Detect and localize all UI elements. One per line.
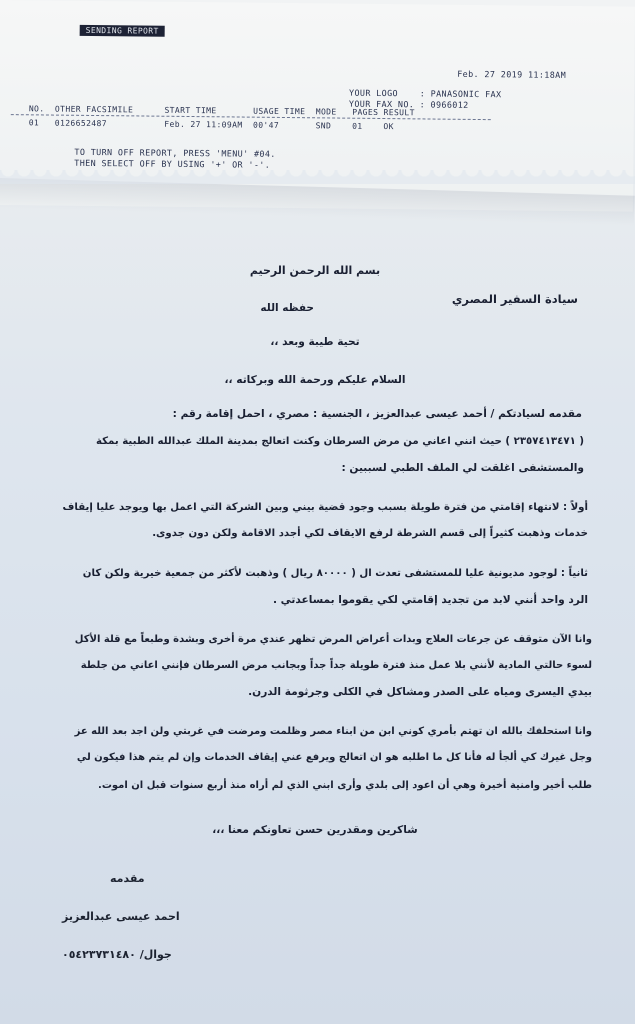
paragraph-3-line-2: الرد واحد أنني لابد من تجديد إقامتي لكي يقوموا بمساعدتي . <box>272 594 588 606</box>
hafizahu: حفظه الله <box>260 302 314 314</box>
paragraph-2-line-2: خدمات وذهبت كثيراً إلى قسم الشرطة لرفع الايقاف لكي أجدد الاقامة ولكن دون جدوى. <box>152 528 588 539</box>
logo-row: YOUR LOGO : PANASONIC FAX <box>348 87 502 100</box>
paragraph-5-line-1: وانا استحلفك بالله ان تهتم بأمري كوني ابن من ابناء مصر وظلمت ومرضت في غربتي ولن اجد بعد الله عز <box>74 726 592 737</box>
paragraph-5-line-2: وجل غيرك كي ألجأ له فأنا كل ما اطلبه هو ان اتعالج ويرفع عني إيقاف الخدمات وإن لم يتم هذا فيكون لي <box>76 752 592 763</box>
paragraph-4-line-2: لسوء حالتي المادية لأنني بلا عمل منذ فترة طويلة جداً جداً وبجانب مرض السرطان فإنني اعاني من جلطة <box>80 660 592 671</box>
paragraph-4-line-3: بيدي اليسرى ومياه على الصدر ومشاكل في الكلى وجرثومة الدرن. <box>248 686 592 698</box>
closing-thanks: شاكرين ومقدرين حسن تعاونكم معنا ،،، <box>212 824 418 836</box>
greeting: تحية طيبة وبعد ،، <box>270 336 360 348</box>
paragraph-1-line-2: والمستشفى اغلقت لي الملف الطبي لسببين : <box>341 462 584 474</box>
paragraph-4-line-1: وانا الآن متوقف عن جرعات العلاج وبدات أعراض المرض تظهر عندي مرة أخرى وبشدة وطبعاً مع قلة الأكل <box>74 634 592 645</box>
fax-number-row: YOUR FAX NO. : 0966012 <box>348 98 469 110</box>
phone-number: جوال/ ٠٥٤٢٣٧٣١٤٨٠ <box>62 948 172 961</box>
intro-line: مقدمه لسيادتكم / أحمد عيسى عبدالعزيز ، الجنسية : مصري ، احمل إقامة رقم : <box>172 408 582 420</box>
report-datetime: Feb. 27 2019 11:18AM <box>457 68 567 80</box>
paragraph-5-line-3: طلب أخير وامنية أخيرة وهي أن اعود إلى بلدي وأرى ابني الذي لم أراه منذ أربع سنوات قبل ان اموت. <box>98 780 592 791</box>
report-note-2: THEN SELECT OFF BY USING '+' OR '-'. <box>74 157 271 170</box>
paragraph-2-line-1: أولاً : لانتهاء إقامتي من فترة طويلة بسبب وجود قضية بيني وبين الشركة التي اعمل بها ويوجد عليا إيقاف <box>62 502 588 513</box>
report-table-row: 01 0126652487 Feb. 27 11:09AM 00'47 SND 01 OK <box>28 118 394 132</box>
basmala: بسم الله الرحمن الرحيم <box>249 264 381 277</box>
paper-tear-edge <box>0 170 635 210</box>
report-note-1: TO TURN OFF REPORT, PRESS 'MENU' #04. <box>74 146 276 159</box>
salam: السلام عليكم ورحمة الله وبركاته ،، <box>224 374 406 386</box>
signature-name: احمد عيسى عبدالعزيز <box>62 910 180 923</box>
addressee: سيادة السفير المصري <box>451 292 578 306</box>
signature-label: مقدمه <box>110 872 145 885</box>
paragraph-3-line-1: ثانياً : لوجود مديونية عليا للمستشفى تعدت ال ( ٨٠٠٠٠ ريال ) وذهبت لأكثر من جمعية خيرية ولكن كان <box>82 568 588 579</box>
report-badge: SENDING REPORT <box>80 25 165 37</box>
report-table-header: NO. OTHER FACSIMILE START TIME USAGE TIME MODE PAGES RESULT <box>28 104 415 118</box>
paragraph-1-line-1: ( ٢٣٥٧٤١٣٤٧١ ) حيث انني اعاني من مرض السرطان وكنت اتعالج بمدينة الملك عبدالله الطبية بمكة <box>95 436 584 447</box>
